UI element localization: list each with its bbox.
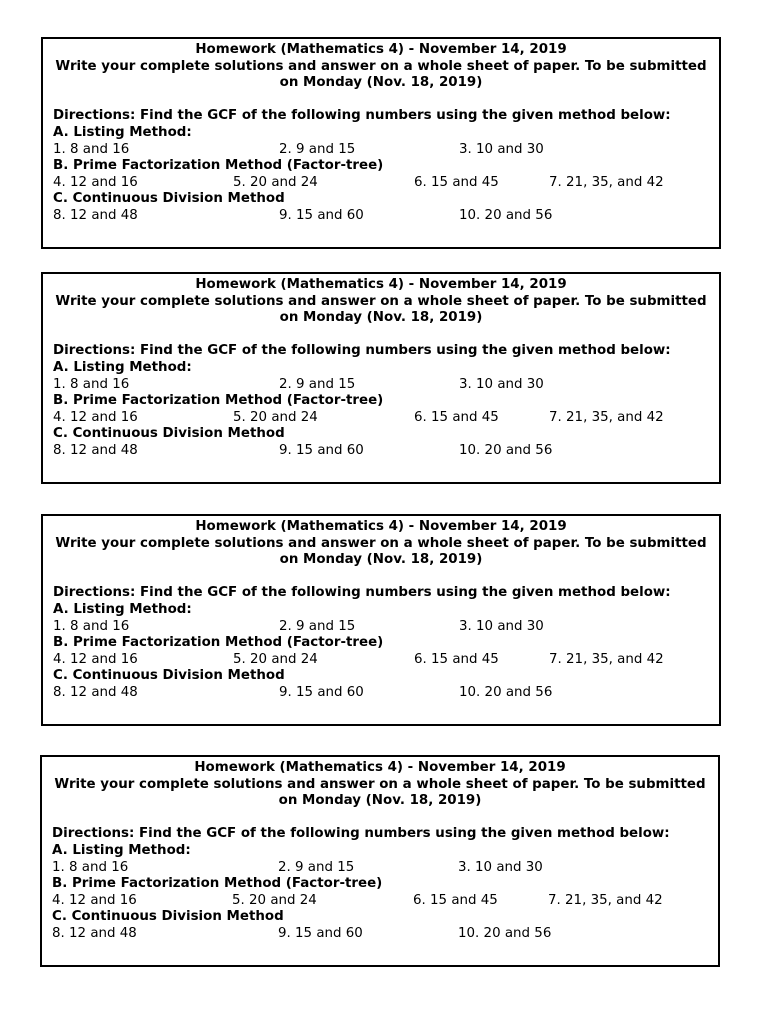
- problem-item: 1. 8 and 16: [52, 859, 129, 875]
- problem-item: 7. 21, 35, and 42: [549, 651, 664, 667]
- directions-text: Directions: Find the GCF of the following numbers using the given method below:: [53, 108, 671, 124]
- problem-item: 5. 20 and 24: [233, 409, 318, 425]
- problem-item: 10. 20 and 56: [459, 684, 553, 700]
- problem-row: [53, 443, 709, 460]
- problem-item: 8. 12 and 48: [52, 925, 137, 941]
- homework-title: Homework (Mathematics 4) - November 14, 2019: [195, 519, 567, 534]
- problem-item: 3. 10 and 30: [459, 141, 544, 157]
- section-heading-continuous-division: C. Continuous Division Method: [53, 668, 285, 684]
- problem-row: [52, 893, 708, 910]
- problem-row: [52, 926, 708, 943]
- homework-card: [41, 37, 721, 249]
- problem-row: [53, 652, 709, 669]
- homework-card: [41, 272, 721, 484]
- problem-item: 5. 20 and 24: [233, 174, 318, 190]
- problem-item: 10. 20 and 56: [459, 207, 553, 223]
- problem-row: [53, 619, 709, 636]
- problem-item: 2. 9 and 15: [278, 859, 355, 875]
- instruction-text: Write your complete solutions and answer on a whole sheet of paper. To be submitted: [55, 58, 707, 74]
- section-heading-prime-factorization: B. Prime Factorization Method (Factor-tree): [53, 393, 384, 409]
- problem-item: 7. 21, 35, and 42: [548, 892, 663, 908]
- problem-row: [53, 685, 709, 702]
- problem-item: 8. 12 and 48: [53, 207, 138, 223]
- section-heading-prime-factorization: B. Prime Factorization Method (Factor-tree): [52, 876, 383, 892]
- directions-text: Directions: Find the GCF of the following numbers using the given method below:: [53, 585, 671, 601]
- homework-title: Homework (Mathematics 4) - November 14, 2019: [195, 42, 567, 57]
- problem-item: 5. 20 and 24: [232, 892, 317, 908]
- section-heading-continuous-division: C. Continuous Division Method: [52, 909, 284, 925]
- problem-item: 1. 8 and 16: [53, 141, 130, 157]
- problem-item: 6. 15 and 45: [414, 409, 499, 425]
- problem-row: [53, 377, 709, 394]
- problem-item: 6. 15 and 45: [414, 651, 499, 667]
- problem-item: 3. 10 and 30: [459, 376, 544, 392]
- problem-row: [52, 860, 708, 877]
- problem-row: [53, 410, 709, 427]
- section-heading-listing: A. Listing Method:: [53, 359, 192, 375]
- problem-item: 6. 15 and 45: [413, 892, 498, 908]
- problem-item: 9. 15 and 60: [279, 442, 364, 458]
- problem-item: 1. 8 and 16: [53, 618, 130, 634]
- directions-text: Directions: Find the GCF of the following numbers using the given method below:: [52, 826, 670, 842]
- problem-item: 4. 12 and 16: [53, 174, 138, 190]
- problem-item: 2. 9 and 15: [279, 618, 356, 634]
- due-date: on Monday (Nov. 18, 2019): [278, 793, 482, 809]
- directions-text: Directions: Find the GCF of the following numbers using the given method below:: [53, 343, 671, 359]
- problem-item: 9. 15 and 60: [279, 207, 364, 223]
- problem-item: 4. 12 and 16: [53, 409, 138, 425]
- problem-item: 2. 9 and 15: [279, 376, 356, 392]
- section-heading-listing: A. Listing Method:: [52, 842, 191, 858]
- instruction-text: Write your complete solutions and answer on a whole sheet of paper. To be submitted: [55, 535, 707, 551]
- section-heading-continuous-division: C. Continuous Division Method: [53, 191, 285, 207]
- problem-item: 9. 15 and 60: [279, 684, 364, 700]
- problem-item: 9. 15 and 60: [278, 925, 363, 941]
- homework-card: [40, 755, 720, 967]
- section-heading-continuous-division: C. Continuous Division Method: [53, 426, 285, 442]
- problem-item: 4. 12 and 16: [52, 892, 137, 908]
- problem-item: 10. 20 and 56: [459, 442, 553, 458]
- problem-row: [53, 208, 709, 225]
- section-heading-prime-factorization: B. Prime Factorization Method (Factor-tree): [53, 158, 384, 174]
- homework-title: Homework (Mathematics 4) - November 14, 2019: [194, 760, 566, 775]
- problem-item: 3. 10 and 30: [458, 859, 543, 875]
- problem-item: 8. 12 and 48: [53, 684, 138, 700]
- due-date: on Monday (Nov. 18, 2019): [279, 552, 483, 568]
- problem-item: 2. 9 and 15: [279, 141, 356, 157]
- instruction-text: Write your complete solutions and answer on a whole sheet of paper. To be submitted: [54, 776, 706, 792]
- problem-item: 10. 20 and 56: [458, 925, 552, 941]
- problem-item: 6. 15 and 45: [414, 174, 499, 190]
- problem-item: 4. 12 and 16: [53, 651, 138, 667]
- problem-item: 3. 10 and 30: [459, 618, 544, 634]
- problem-item: 1. 8 and 16: [53, 376, 130, 392]
- problem-row: [53, 175, 709, 192]
- section-heading-prime-factorization: B. Prime Factorization Method (Factor-tree): [53, 635, 384, 651]
- problem-item: 8. 12 and 48: [53, 442, 138, 458]
- homework-card: [41, 514, 721, 726]
- section-heading-listing: A. Listing Method:: [53, 601, 192, 617]
- section-heading-listing: A. Listing Method:: [53, 124, 192, 140]
- due-date: on Monday (Nov. 18, 2019): [279, 75, 483, 91]
- problem-item: 5. 20 and 24: [233, 651, 318, 667]
- problem-item: 7. 21, 35, and 42: [549, 409, 664, 425]
- problem-row: [53, 142, 709, 159]
- due-date: on Monday (Nov. 18, 2019): [279, 310, 483, 326]
- instruction-text: Write your complete solutions and answer on a whole sheet of paper. To be submitted: [55, 293, 707, 309]
- problem-item: 7. 21, 35, and 42: [549, 174, 664, 190]
- homework-title: Homework (Mathematics 4) - November 14, 2019: [195, 277, 567, 292]
